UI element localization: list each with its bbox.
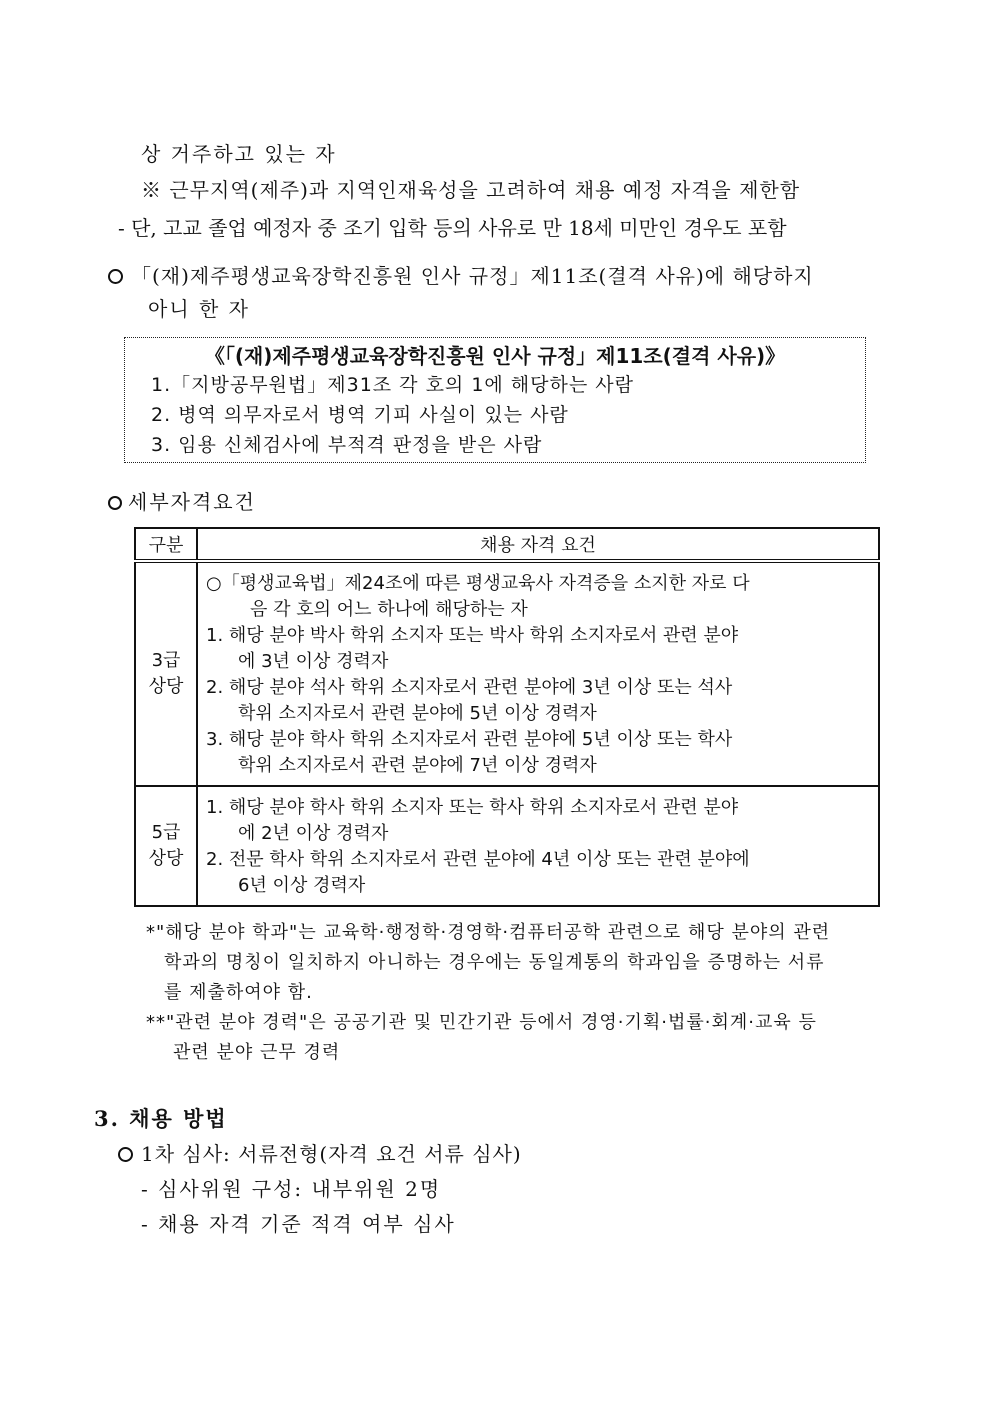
requirement-line: 1. 해당 분야 학사 학위 소지자 또는 학사 학위 소지자로서 관련 분야 xyxy=(206,797,739,818)
table-row xyxy=(135,786,879,906)
rule-item-2: 2. 병역 의무자로서 병역 기피 사실이 있는 사람 xyxy=(151,404,569,426)
requirement-line: 음 각 호의 어느 하나에 해당하는 자 xyxy=(250,599,528,620)
screening-stage-1-text: 1차 심사: 서류전형(자격 요건 서류 심사) xyxy=(141,1142,522,1166)
grade-label-suffix: 상당 xyxy=(148,676,184,697)
footnote-1-line-1: *"해당 분야 학과"는 교육학·행정학·경영학·컴퓨터공학 관련으로 해당 분야의 관련 xyxy=(146,922,831,943)
requirement-line: ○「평생교육법」제24조에 따른 평생교육사 자격증을 소지한 자로 다 xyxy=(206,573,750,594)
detail-heading-text: 세부자격요건 xyxy=(128,490,256,514)
grade-cell xyxy=(135,561,197,786)
requirement-line: 2. 해당 분야 석사 학위 소지자로서 관련 분야에 3년 이상 또는 석사 xyxy=(206,677,733,698)
circle-bullet-icon xyxy=(108,269,123,284)
requirement-line: 학위 소지자로서 관련 분야에 5년 이상 경력자 xyxy=(238,703,597,724)
residence-continuation: 상 거주하고 있는 자 xyxy=(141,142,337,166)
rule-item-1: 1.「지방공무원법」제31조 각 호의 1에 해당하는 사람 xyxy=(151,374,634,396)
footnote-1-line-3: 를 제출하여야 함. xyxy=(164,982,313,1003)
grade-label: 5급 xyxy=(151,822,181,843)
requirements-cell xyxy=(197,561,879,786)
requirement-line: 1. 해당 분야 박사 학위 소지자 또는 박사 학위 소지자로서 관련 분야 xyxy=(206,625,739,646)
region-restriction-note: ※ 근무지역(제주)과 지역인재육성을 고려하여 채용 예정 자격을 제한함 xyxy=(141,178,801,202)
requirements-cell xyxy=(197,786,879,906)
condition-text-2: 아니 한 자 xyxy=(148,297,250,321)
header-requirements: 채용 자격 요건 xyxy=(197,528,879,561)
rule-box-title: 《「(재)제주평생교육장학진흥원 인사 규정」제11조(결격 사유)》 xyxy=(204,344,786,368)
requirement-line: 에 2년 이상 경력자 xyxy=(238,823,389,844)
footnote-1-line-2: 학과의 명칭이 일치하지 아니하는 경우에는 동일계통의 학과임을 증명하는 서류 xyxy=(164,952,825,973)
circle-bullet-icon xyxy=(118,1147,133,1162)
grade-label-suffix: 상당 xyxy=(148,848,184,869)
screening-criteria: - 채용 자격 기준 적격 여부 심사 xyxy=(141,1212,456,1236)
requirements-table xyxy=(134,527,880,907)
requirement-line: 6년 이상 경력자 xyxy=(238,875,366,896)
requirement-line: 3. 해당 분야 학사 학위 소지자로서 관련 분야에 5년 이상 또는 학사 xyxy=(206,729,733,750)
rule-item-3: 3. 임용 신체검사에 부적격 판정을 받은 사람 xyxy=(151,434,543,456)
section-3-heading: 3. 채용 방법 xyxy=(94,1106,228,1131)
circle-bullet-icon xyxy=(108,496,122,510)
table-header-row xyxy=(135,528,879,561)
footnote-2-line-1: **"관련 분야 경력"은 공공기관 및 민간기관 등에서 경영·기획·법률·회계·교육 등 xyxy=(146,1012,817,1033)
screening-stage-1 xyxy=(118,1140,522,1168)
screening-committee: - 심사위원 구성: 내부위원 2명 xyxy=(141,1177,442,1201)
table-row xyxy=(135,561,879,786)
grade-cell xyxy=(135,786,197,906)
condition-text-1: 「(재)제주평생교육장학진흥원 인사 규정」제11조(결격 사유)에 해당하지 xyxy=(131,264,814,288)
requirement-line: 에 3년 이상 경력자 xyxy=(238,651,389,672)
footnote-2-line-2: 관련 분야 근무 경력 xyxy=(173,1042,341,1063)
header-category: 구분 xyxy=(135,528,197,561)
requirement-line: 2. 전문 학사 학위 소지자로서 관련 분야에 4년 이상 또는 관련 분야에 xyxy=(206,849,750,870)
disqualification-condition xyxy=(108,262,814,290)
grade-label: 3급 xyxy=(151,650,181,671)
early-admission-note: - 단, 고교 졸업 예정자 중 조기 입학 등의 사유로 만 18세 미만인 경우도 포함 xyxy=(118,216,787,240)
requirement-line: 학위 소지자로서 관련 분야에 7년 이상 경력자 xyxy=(238,755,597,776)
detail-requirements-heading xyxy=(108,488,256,516)
disqualification-rule-box xyxy=(124,337,866,463)
